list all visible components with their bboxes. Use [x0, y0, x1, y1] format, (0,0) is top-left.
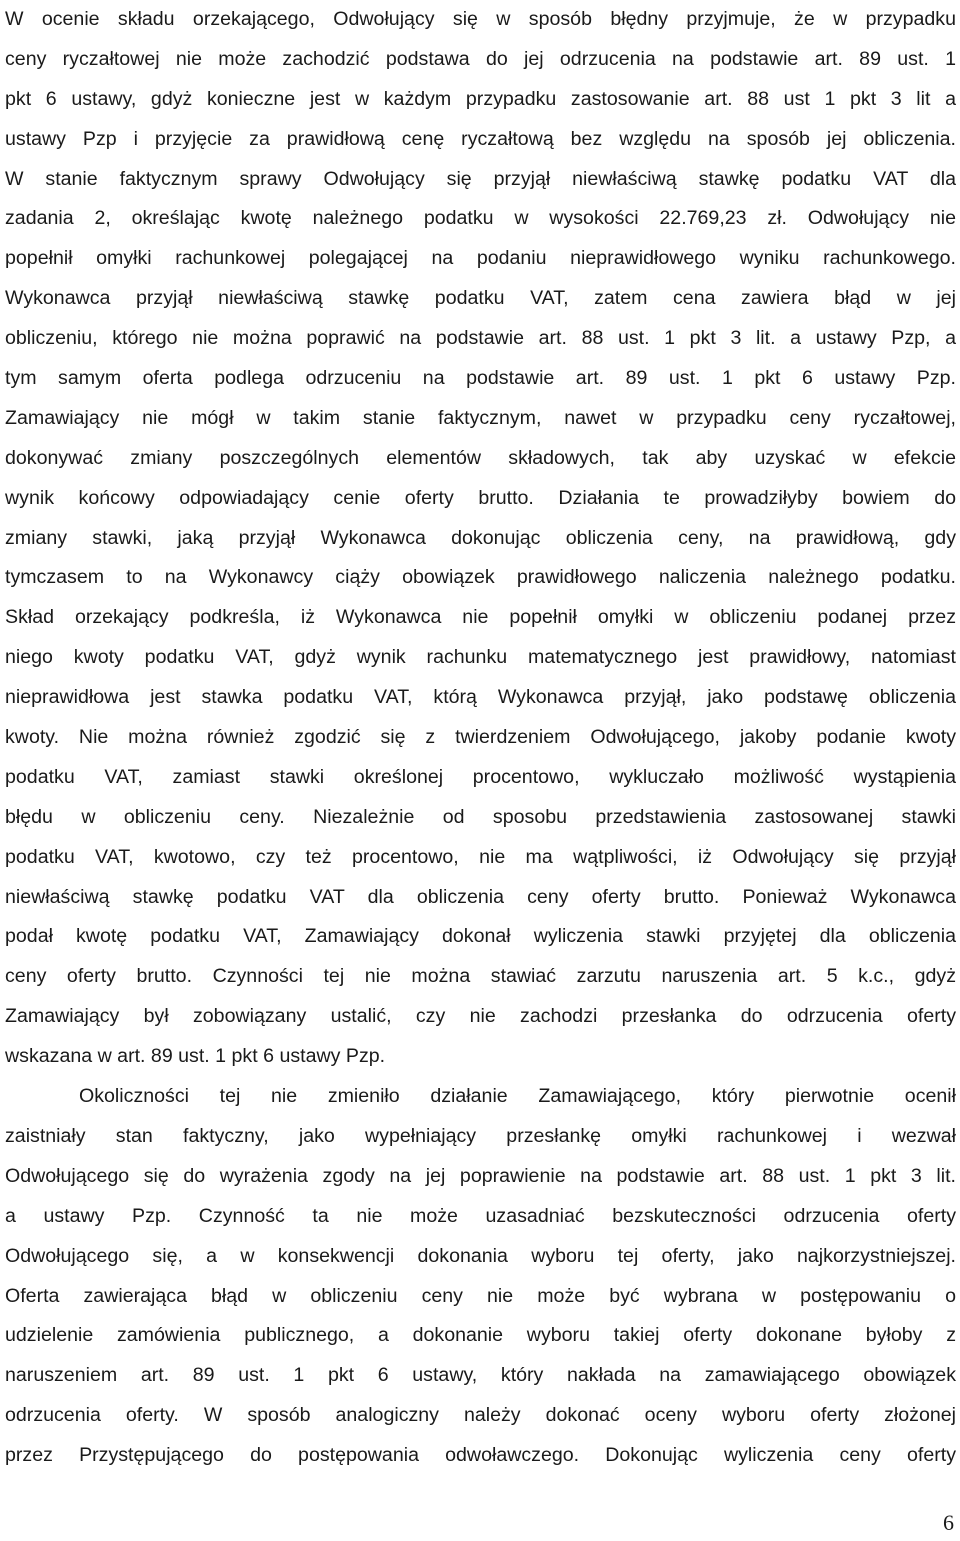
text-line: dokonywać zmiany poszczególnych elementów składowych, tak aby uzyskać w efekcie: [5, 446, 956, 469]
text-line: podatku VAT, kwotowo, czy też procentowo, nie ma wątpliwości, iż Odwołujący się przyjął: [5, 845, 956, 868]
text-line: przez Przystępującego do postępowania odwoławczego. Dokonując wyliczenia ceny oferty: [5, 1444, 956, 1467]
text-line: Zamawiający nie mógł w takim stanie faktycznym, nawet w przypadku ceny ryczałtowej,: [5, 406, 956, 429]
text-line: udzielenie zamówienia publicznego, a dokonanie wyboru takiej oferty dokonane byłoby z: [5, 1324, 956, 1347]
text-line: ustawy Pzp i przyjęcie za prawidłową cenę ryczałtową bez względu na sposób jej obliczenia.: [5, 127, 956, 150]
text-line: Odwołującego się do wyrażenia zgody na jej poprawienie na podstawie art. 88 ust. 1 pkt 3 lit.: [5, 1164, 956, 1187]
text-line: kwoty. Nie można również zgodzić się z twierdzeniem Odwołującego, jakoby podanie kwoty: [5, 726, 956, 749]
text-line: ceny oferty brutto. Czynności tej nie można stawiać zarzutu naruszenia art. 5 k.c., gdyż: [5, 965, 956, 988]
text-line: błędu w obliczeniu ceny. Niezależnie od sposobu przedstawienia zastosowanej stawki: [5, 805, 956, 828]
text-line: nieprawidłowa jest stawka podatku VAT, którą Wykonawca przyjął, jako podstawę obliczenia: [5, 686, 956, 709]
text-line: W stanie faktycznym sprawy Odwołujący się przyjął niewłaściwą stawkę podatku VAT dla: [5, 167, 956, 190]
text-line: niego kwoty podatku VAT, gdyż wynik rachunku matematycznego jest prawidłowy, natomiast: [5, 646, 956, 669]
text-line: naruszeniem art. 89 ust. 1 pkt 6 ustawy, który nakłada na zamawiającego obowiązek: [5, 1364, 956, 1387]
text-line: tym samym oferta podlega odrzuceniu na podstawie art. 89 ust. 1 pkt 6 ustawy Pzp.: [5, 367, 956, 390]
text-line: odrzucenia oferty. W sposób analogiczny należy dokonać oceny wyboru oferty złożonej: [5, 1404, 956, 1427]
text-line: wynik końcowy odpowiadający cenie oferty brutto. Działania te prowadziłyby bowiem do: [5, 486, 956, 509]
page-number: 6: [943, 1510, 954, 1535]
text-line: ceny ryczałtowej nie może zachodzić podstawa do jej odrzucenia na podstawie art. 89 ust. 1: [5, 47, 956, 70]
text-line: niewłaściwą stawkę podatku VAT dla obliczenia ceny oferty brutto. Ponieważ Wykonawca: [5, 885, 956, 908]
text-line: Okoliczności tej nie zmieniło działanie Zamawiającego, który pierwotnie ocenił: [79, 1085, 956, 1108]
text-line: zadania 2, określając kwotę należnego podatku w wysokości 22.769,23 zł. Odwołujący nie: [5, 207, 956, 230]
text-line: Oferta zawierająca błąd w obliczeniu ceny nie może być wybrana w postępowaniu o: [5, 1284, 956, 1307]
text-line: pkt 6 ustawy, gdyż konieczne jest w każdym przypadku zastosowanie art. 88 ust 1 pkt 3 lit a: [5, 87, 956, 110]
text-line: tymczasem to na Wykonawcy ciąży obowiązek prawidłowego naliczenia należnego podatku.: [5, 566, 956, 589]
text-line: Wykonawca przyjął niewłaściwą stawkę podatku VAT, zatem cena zawiera błąd w jej: [5, 287, 956, 310]
text-line: zaistniały stan faktyczny, jako wypełniający przesłankę omyłki rachunkowej i wezwał: [5, 1124, 956, 1147]
text-line: podatku VAT, zamiast stawki określonej procentowo, wykluczało możliwość wystąpienia: [5, 765, 956, 788]
body-text: [5, 0, 956, 1476]
text-line: popełnił omyłki rachunkowej polegającej na podaniu nieprawidłowego wyniku rachunkowego.: [5, 247, 956, 270]
text-line: zmiany stawki, jaką przyjął Wykonawca dokonując obliczenia ceny, na prawidłową, gdy: [5, 526, 956, 549]
text-line: Zamawiający był zobowiązany ustalić, czy nie zachodzi przesłanka do odrzucenia oferty: [5, 1005, 956, 1028]
text-line: podał kwotę podatku VAT, Zamawiający dokonał wyliczenia stawki przyjętej dla obliczenia: [5, 925, 956, 948]
text-line: W ocenie składu orzekającego, Odwołujący się w sposób błędny przyjmuje, że w przypadku: [5, 8, 956, 30]
text-line: a ustawy Pzp. Czynność ta nie może uzasadniać bezskuteczności odrzucenia oferty: [5, 1204, 956, 1227]
text-line: wskazana w art. 89 ust. 1 pkt 6 ustawy Pzp.: [5, 1045, 386, 1068]
text-line: Odwołującego się, a w konsekwencji dokonania wyboru tej oferty, jako najkorzystniejszej.: [5, 1244, 956, 1267]
text-line: obliczeniu, którego nie można poprawić na podstawie art. 88 ust. 1 pkt 3 lit. a ustawy Pzp, a: [5, 327, 956, 350]
text-line: Skład orzekający podkreśla, iż Wykonawca nie popełnił omyłki w obliczeniu podanej przez: [5, 606, 956, 629]
